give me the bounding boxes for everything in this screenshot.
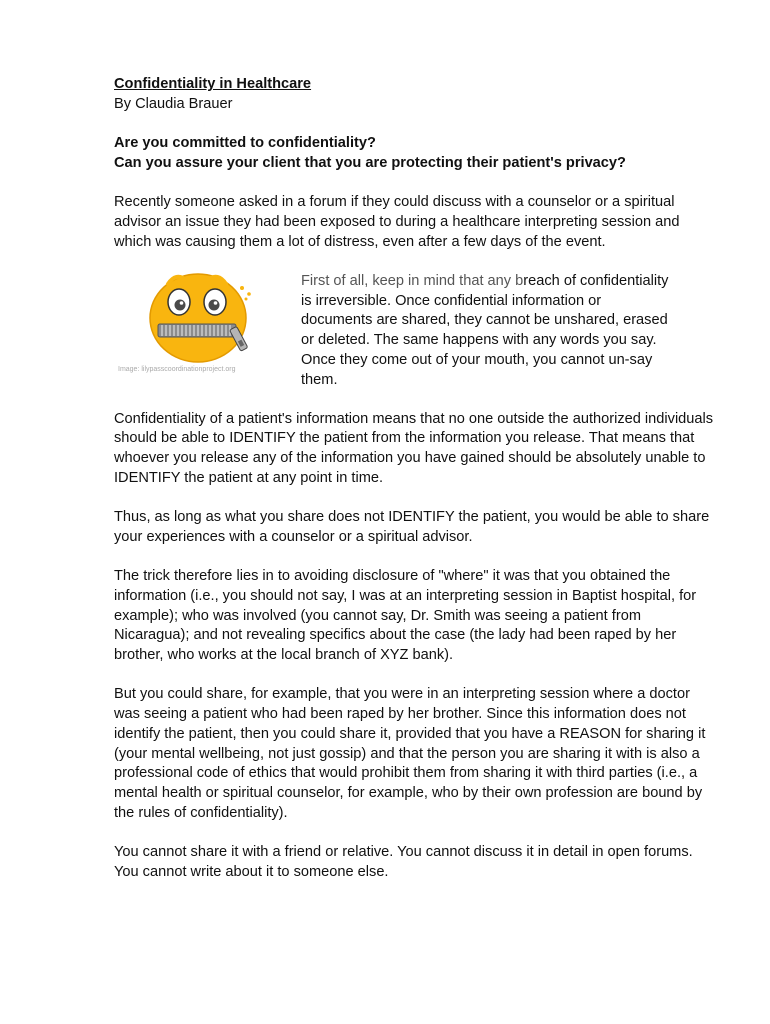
body-paragraph: The trick therefore lies in to avoiding disclosure of "where" it was that you obtained the information (i.e., you should not say, I was at an interpreting session in Baptist hospital, for example); who was involved (you cannot say, Dr. Smith was seeing a patient from Nicaragua); and not revealing specifics about the case (the lady had been raped by her brother, who works at the local branch of XYZ bank). bbox=[114, 568, 697, 664]
intro-paragraph: Recently someone asked in a forum if they could discuss with a counselor or a spiritual advisor an issue they had been exposed to during a healthcare interpreting session and which was causing them a lot of distress, even after a few days of the event. bbox=[114, 194, 680, 250]
figure-caption: Image: lilypasscoordinationproject.org bbox=[118, 365, 236, 373]
zipped-mouth-smiley-icon bbox=[146, 268, 258, 363]
figure-section bbox=[114, 272, 714, 390]
document-body bbox=[114, 75, 714, 882]
body-paragraph: Thus, as long as what you share does not IDENTIFY the patient, you would be able to share your experiences with a counselor or a spiritual advisor. bbox=[114, 509, 710, 545]
lead-question: Are you committed to confidentiality? bbox=[114, 135, 376, 152]
body-paragraph: Confidentiality of a patient's information means that no one outside the authorized individuals should be able to IDENTIFY the patient from the information you release. That means that whoever you release any of the information you have gained should be absolutely unable to IDENTIFY the patient at any point in time. bbox=[114, 410, 714, 486]
lead-question: Can you assure your client that you are protecting their patient's privacy? bbox=[114, 154, 626, 171]
side-paragraph bbox=[301, 272, 671, 390]
side-paragraph-lead: First of all, keep in mind that any b bbox=[301, 272, 524, 289]
body-paragraph: You cannot share it with a friend or relative. You cannot discuss it in detail in open forums. You cannot write about it to someone else. bbox=[114, 844, 693, 880]
side-paragraph-text: reach of confidentiality is irreversible. Once confidential information or documents are shared, they cannot be unshared, erased or deleted. The same happens with any words you say. Once they come out of your mouth, you cannot un-say them. bbox=[301, 272, 669, 388]
document-author: By Claudia Brauer bbox=[114, 95, 233, 112]
lead-questions bbox=[114, 134, 714, 173]
document-title: Confidentiality in Healthcare bbox=[114, 76, 312, 92]
body-paragraph: But you could share, for example, that you were in an interpreting session where a doctor was seeing a patient who had been raped by her brother. Since this information does not identify the patient, then you could share it, provided that you have a REASON for sharing it (your mental wellbeing, not just gossip) and that the person you are sharing it with is also a professional code of ethics that would prohibit them from sharing it with third parties (i.e., a mental health or spiritual counselor, for example, who by their own profession are bound by the rules of confidentiality). bbox=[114, 686, 706, 821]
figure bbox=[118, 268, 278, 386]
